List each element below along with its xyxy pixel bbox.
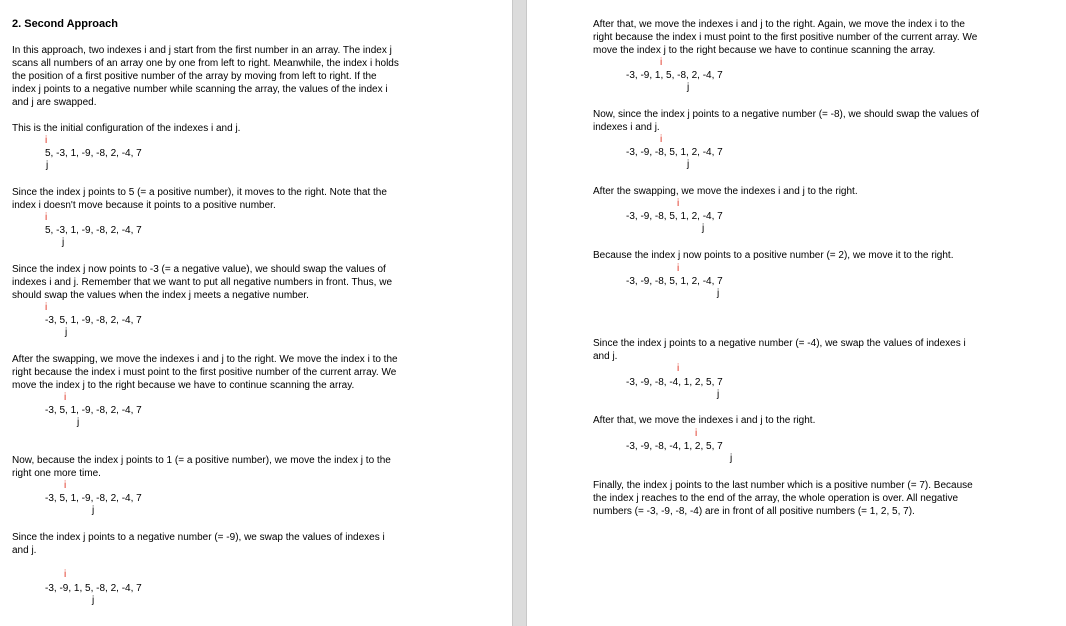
index-i-marker: i (45, 135, 48, 146)
paragraph-line: index i doesn't move because it points to a positive number. (12, 200, 276, 211)
index-j-marker: j (92, 505, 95, 516)
array-state: 5, -3, 1, -9, -8, 2, -4, 7 (45, 225, 142, 236)
array-state: -3, 5, 1, -9, -8, 2, -4, 7 (45, 493, 142, 504)
paragraph-line: After that, we move the indexes i and j to the right. Again, we move the index i to the (593, 19, 965, 30)
index-j-marker: j (687, 82, 690, 93)
paragraph-line: move the index j to the right because we have to continue scanning the array. (12, 380, 355, 391)
paragraph-line: the position of a first positive number of the array by moving from left to right. If the (12, 71, 377, 82)
index-j-marker: j (77, 417, 80, 428)
index-i-marker: i (45, 212, 48, 223)
paragraph-line: numbers (= -3, -9, -8, -4) are in front of all positive numbers (= 1, 2, 5, 7). (593, 506, 915, 517)
index-j-marker: j (65, 327, 68, 338)
paragraph-line: In this approach, two indexes i and j start from the first number in an array. The index j (12, 45, 392, 56)
array-state: -3, 5, 1, -9, -8, 2, -4, 7 (45, 405, 142, 416)
document-page-right (527, 0, 1066, 626)
page-gutter (512, 0, 527, 626)
paragraph-line: Since the index j points to 5 (= a positive number), it moves to the right. Note that the (12, 187, 387, 198)
index-i-marker: i (677, 363, 680, 374)
document-page-left (0, 0, 512, 626)
paragraph-line: Now, because the index j points to 1 (= a positive number), we move the index j to the (12, 455, 391, 466)
array-state: -3, 5, 1, -9, -8, 2, -4, 7 (45, 315, 142, 326)
paragraph-line: indexes i and j. Remember that we want to put all negative numbers in front. Thus, we (12, 277, 393, 288)
array-state: -3, -9, 1, 5, -8, 2, -4, 7 (626, 70, 723, 81)
paragraph-line: right because the index i must point to the first positive number of the current array. We (12, 367, 397, 378)
index-i-marker: i (64, 480, 67, 491)
paragraph-line: After the swapping, we move the indexes i and j to the right. (593, 186, 858, 197)
index-j-marker: j (730, 453, 733, 464)
index-j-marker: j (717, 389, 720, 400)
paragraph-line: right because the index i must point to the first positive number of the current array. We (593, 32, 978, 43)
paragraph-line: move the index j to the right because we have to continue scanning the array. (593, 45, 936, 56)
paragraph-line: index j points to a negative number while scanning the array, the values of the index i (12, 84, 388, 95)
paragraph-line: the index j reaches to the end of the array, the whole operation is over. All negative (593, 493, 959, 504)
paragraph-line: Since the index j now points to -3 (= a negative value), we should swap the values of (12, 264, 386, 275)
index-i-marker: i (677, 198, 680, 209)
index-i-marker: i (695, 428, 698, 439)
paragraph-line: and j. (12, 545, 37, 556)
array-state: 5, -3, 1, -9, -8, 2, -4, 7 (45, 148, 142, 159)
index-j-marker: j (717, 288, 720, 299)
index-j-marker: j (92, 595, 95, 606)
index-i-marker: i (660, 57, 663, 68)
array-state: -3, -9, 1, 5, -8, 2, -4, 7 (45, 583, 142, 594)
paragraph-line: and j. (593, 351, 618, 362)
paragraph-line: Since the index j points to a negative number (= -9), we swap the values of indexes i (12, 532, 385, 543)
paragraph-line: should swap the values when the index j meets a negative number. (12, 290, 309, 301)
index-i-marker: i (45, 302, 48, 313)
paragraph-line: and j are swapped. (12, 97, 97, 108)
paragraph-line: right one more time. (12, 468, 101, 479)
index-i-marker: i (64, 392, 67, 403)
index-j-marker: j (62, 237, 65, 248)
array-state: -3, -9, -8, -4, 1, 2, 5, 7 (626, 441, 723, 452)
paragraph-line: Finally, the index j points to the last number which is a positive number (= 7). Because (593, 480, 973, 491)
paragraph-line: This is the initial configuration of the indexes i and j. (12, 123, 241, 134)
paragraph-line: indexes i and j. (593, 122, 660, 133)
section-heading: 2. Second Approach (12, 18, 118, 30)
paragraph-line: Since the index j points to a negative number (= -4), we swap the values of indexes i (593, 338, 966, 349)
array-state: -3, -9, -8, -4, 1, 2, 5, 7 (626, 377, 723, 388)
index-j-marker: j (46, 160, 49, 171)
index-i-marker: i (64, 569, 67, 580)
paragraph-line: scans all numbers of an array one by one from left to right. Meanwhile, the index i holds (12, 58, 399, 69)
paragraph-line: After the swapping, we move the indexes i and j to the right. We move the index i to the (12, 354, 398, 365)
index-i-marker: i (677, 263, 680, 274)
paragraph-line: After that, we move the indexes i and j to the right. (593, 415, 816, 426)
index-j-marker: j (687, 159, 690, 170)
index-j-marker: j (702, 223, 705, 234)
array-state: -3, -9, -8, 5, 1, 2, -4, 7 (626, 276, 723, 287)
paragraph-line: Now, since the index j points to a negative number (= -8), we should swap the values of (593, 109, 980, 120)
index-i-marker: i (660, 134, 663, 145)
array-state: -3, -9, -8, 5, 1, 2, -4, 7 (626, 147, 723, 158)
paragraph-line: Because the index j now points to a positive number (= 2), we move it to the right. (593, 250, 954, 261)
array-state: -3, -9, -8, 5, 1, 2, -4, 7 (626, 211, 723, 222)
